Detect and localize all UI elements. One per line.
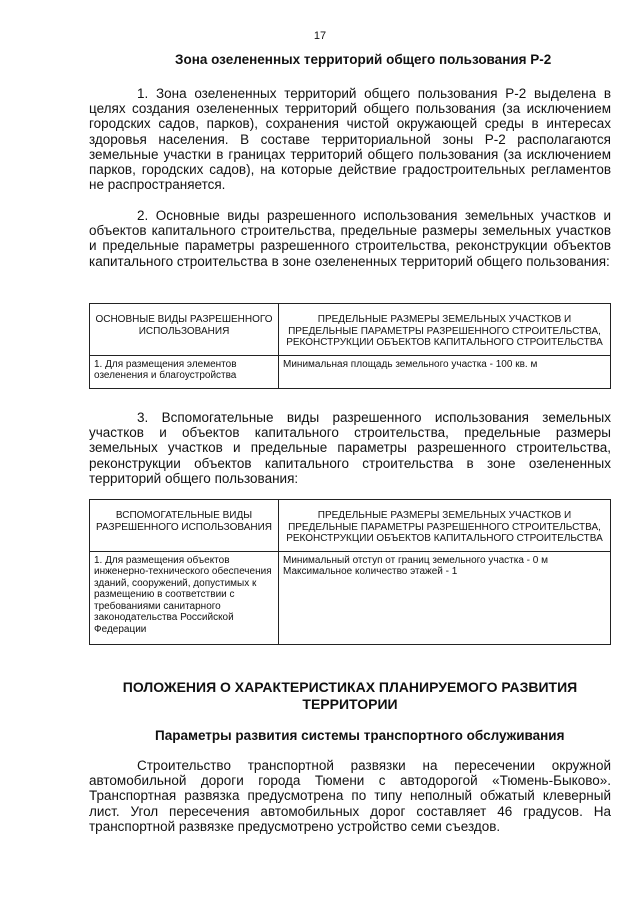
- section-heading-line-1: ПОЛОЖЕНИЯ О ХАРАКТЕРИСТИКАХ ПЛАНИРУЕМОГО РАЗВИТИЯ: [122, 679, 578, 695]
- paragraph-1: 1. Зона озелененных территорий общего пользования Р-2 выделена в целях создания озелененных территорий общего пользования (за исключением городских садов, парков), сохранения чистой окружающей среды в интересах здоровья населения. В составе территориальной зоны Р-2 располагаются земельные участки в границах территорий общего пользования (за исключением парков, городских садов), на которые действие градостроительных регламентов не распространяется.: [89, 86, 611, 193]
- table2-col1-header: ВСПОМОГАТЕЛЬНЫЕ ВИДЫ РАЗРЕШЕННОГО ИСПОЛЬЗОВАНИЯ: [90, 500, 279, 552]
- section-heading-line-2: ТЕРРИТОРИИ: [302, 696, 398, 712]
- table2-row1-param-setback: Минимальный отступ от границ земельного участка - 0 м: [283, 554, 549, 566]
- table2-row1-params: [279, 551, 611, 644]
- zone-heading: Зона озелененных территорий общего пользования Р-2: [175, 52, 552, 67]
- paragraph-3: 3. Вспомогательные виды разрешенного использования земельных участков и объектов капитального строительства, предельные размеры земельных участков и предельные параметры разрешенного строительства, реконструкции объектов капитального строительства в зоне озелененных территорий общего пользования:: [89, 410, 611, 486]
- table2-col2-header: ПРЕДЕЛЬНЫЕ РАЗМЕРЫ ЗЕМЕЛЬНЫХ УЧАСТКОВ И ПРЕДЕЛЬНЫЕ ПАРАМЕТРЫ РАЗРЕШЕННОГО СТРОИТЕЛЬСТВА, РЕКОНСТРУКЦИИ ОБЪЕКТОВ КАПИТАЛЬНОГО СТРОИТЕЛЬСТВА: [279, 500, 611, 552]
- auxiliary-uses-table: [89, 499, 611, 645]
- table1-row1-use: 1. Для размещения элементов озеленения и благоустройства: [90, 355, 279, 388]
- paragraph-4: Строительство транспортной развязки на пересечении окружной автомобильной дороги города Тюмени с автодорогой «Тюмень-Быково». Транспортная развязка предусмотрена по типу неполный обжатый клеверный лист. Угол пересечения автомобильных дорог составляет 46 градусов. На транспортной развязке предусмотрено устройство семи съездов.: [89, 758, 611, 834]
- page-number: 17: [313, 30, 327, 42]
- table1-col1-header: ОСНОВНЫЕ ВИДЫ РАЗРЕШЕННОГО ИСПОЛЬЗОВАНИЯ: [90, 304, 279, 356]
- table1-col2-header: ПРЕДЕЛЬНЫЕ РАЗМЕРЫ ЗЕМЕЛЬНЫХ УЧАСТКОВ И ПРЕДЕЛЬНЫЕ ПАРАМЕТРЫ РАЗРЕШЕННОГО СТРОИТЕЛЬСТВА, РЕКОНСТРУКЦИИ ОБЪЕКТОВ КАПИТАЛЬНОГО СТРОИТЕЛЬСТВА: [279, 304, 611, 356]
- table1-row1-params: Минимальная площадь земельного участка - 100 кв. м: [279, 355, 611, 388]
- paragraph-2: 2. Основные виды разрешенного использования земельных участков и объектов капитального строительства, предельные размеры земельных участков и предельные параметры разрешенного строительства, реконструкции объектов капитального строительства в зоне озелененных территорий общего пользования:: [89, 208, 611, 269]
- main-uses-table: [89, 303, 611, 389]
- table2-row1-param-floors: Максимальное количество этажей - 1: [283, 566, 458, 577]
- subsection-heading: Параметры развития системы транспортного обслуживания: [155, 728, 565, 743]
- table2-row1-use: 1. Для размещения объектов инженерно-технического обеспечения зданий, сооружений, допустимых к размещению в соответствии с требованиями санитарного законодательства Российской Федерации: [90, 551, 279, 644]
- section-heading: [89, 679, 611, 713]
